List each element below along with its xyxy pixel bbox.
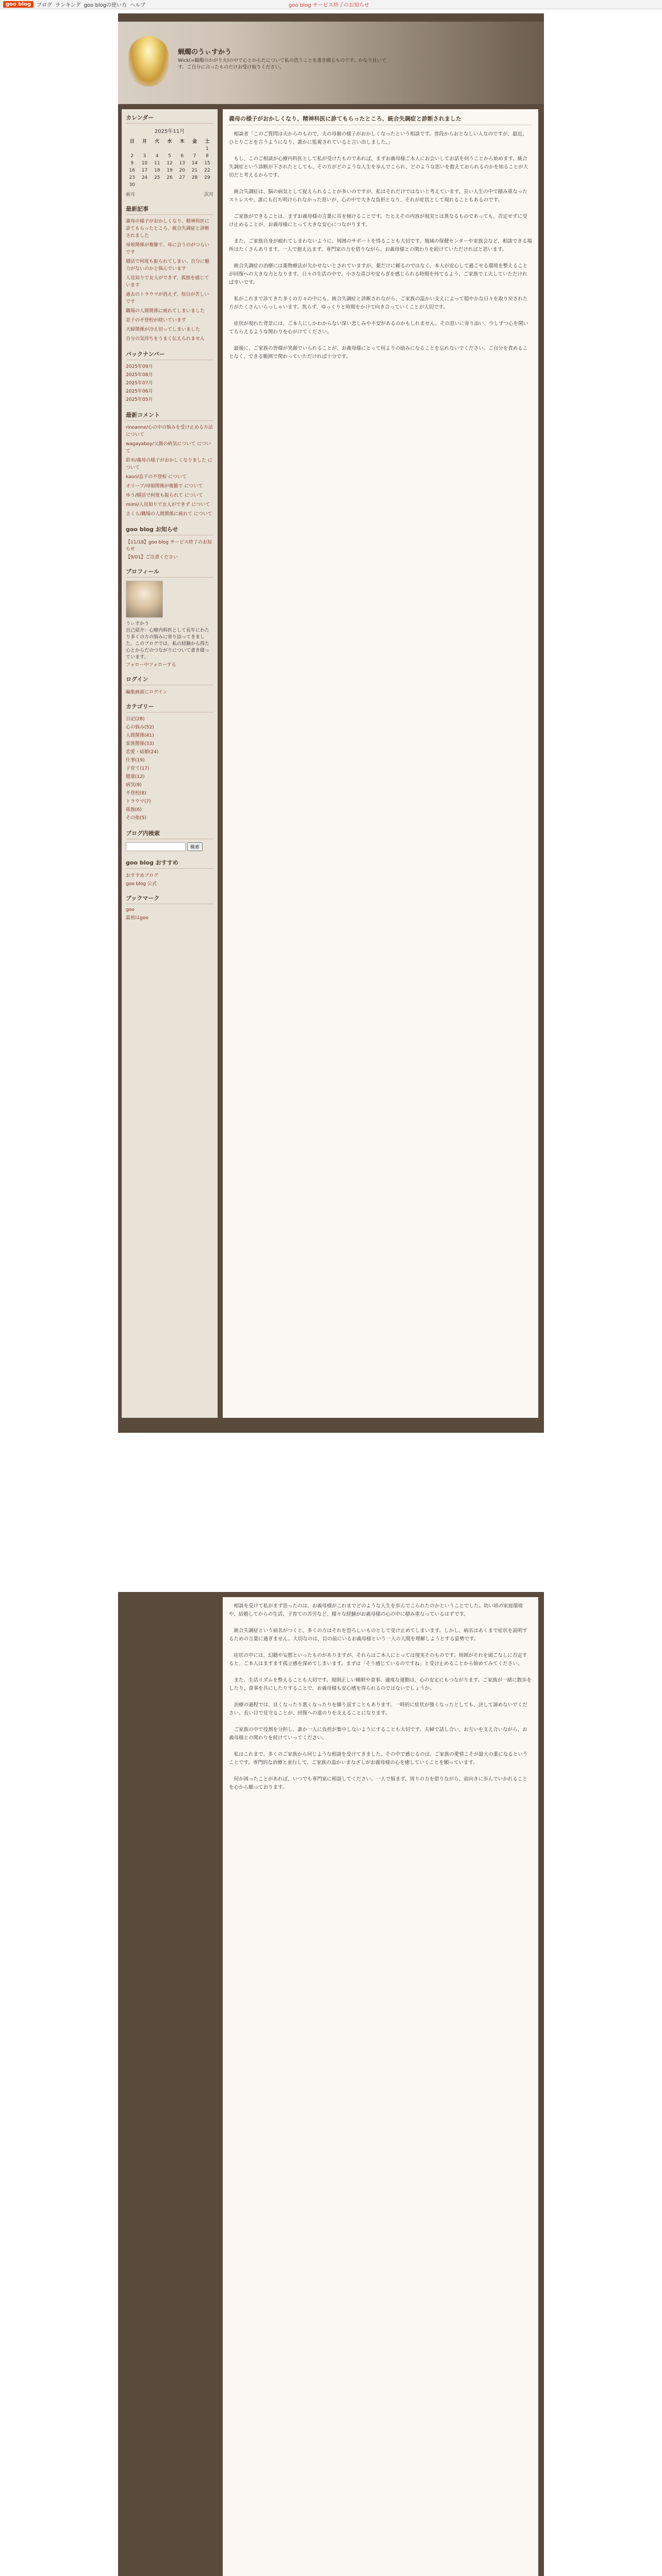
weekday-wed: 水 [167, 139, 172, 144]
category-link[interactable]: 仕事(19) [126, 758, 145, 763]
category-link[interactable]: その他(5) [126, 816, 146, 821]
bookmark-link[interactable]: 最初はgoo [126, 916, 148, 921]
category-link[interactable]: 孤独(6) [126, 807, 142, 812]
topbar-link-blog[interactable]: ブログ [37, 3, 52, 8]
calendar-day: 27 [179, 175, 185, 180]
backnumber-link[interactable]: 2025年07月 [126, 381, 153, 386]
calendar-day: 24 [141, 175, 148, 180]
category-block [126, 702, 213, 822]
weekday-fri: 金 [192, 139, 197, 144]
comments-block [126, 411, 213, 518]
calendar-day: 15 [204, 161, 210, 166]
calendar-day: 12 [167, 161, 173, 166]
search-title: ブログ内検索 [126, 829, 213, 839]
blog-description: Wick(=蝋燭のかがり火)の中で心とからだについて私の思うことを書き綴るものです。かなり長いです。ご自分に合ったものだけお受け取りください。 [178, 58, 387, 70]
calendar-day: 19 [167, 168, 173, 173]
login-title: ログイン [126, 675, 213, 685]
category-link[interactable]: 家族関係(33) [126, 741, 154, 747]
calendar-day [151, 181, 163, 189]
recent-post-link[interactable]: 婚活で何度も振られてしまい、自分に魅力がないのかと悩んでいます [126, 259, 210, 272]
weekday-sat: 土 [205, 139, 210, 144]
comment-link[interactable]: 鈴木/義母の様子がおかしくなりました について [126, 458, 212, 470]
comment-link[interactable]: rinoanne/心の中の悩みを受け止める方法 について [126, 425, 213, 437]
post-paragraph: 治療の過程では、良くなったり悪くなったりを繰り返すこともあります。一時的に症状が強くなったとしても、決して諦めないでください。長い目で見守ることが、回復への道のりを支えることになります。 [229, 1702, 527, 1716]
recent-post-link[interactable]: 義母の様子がおかしくなり、精神科医に診てもらったところ、統合失調症と診断されました [126, 219, 210, 239]
recent-post-link[interactable]: 夫婦関係が冷え切ってしまいました [126, 327, 201, 332]
search-block [126, 829, 213, 851]
bookmark-title: ブックマーク [126, 894, 213, 904]
backnumber-link[interactable]: 2025年08月 [126, 372, 153, 378]
comment-link[interactable]: mimi/人見知りで友人ができず について [126, 502, 210, 507]
calendar-day: 18 [154, 168, 160, 173]
comment-link[interactable]: kaori/息子の不登校 について [126, 474, 187, 480]
recent-post-link[interactable]: 息子の不登校が続いています [126, 318, 187, 323]
calendar-day: 6 [180, 154, 184, 159]
weekday-thu: 木 [179, 139, 185, 144]
goo-blog-logo[interactable]: goo blog [3, 1, 34, 8]
recent-post-link[interactable]: 職場の人間関係に疲れてしまいました [126, 309, 205, 314]
comment-link[interactable]: wagayaboy/父親の病気について について [126, 442, 211, 454]
backnumber-title: バックナンバー [126, 350, 213, 360]
post-paragraph: 統合失調症は、脳の病気として捉えられることが多いのですが、私はそれだけではないと考えています。長い人生の中で積み重なったストレスや、誰にも打ち明けられなかった思いが、心の中で大きな負担となり、それが症状として現れることもあるのです。 [229, 189, 527, 203]
top-bar [0, 0, 662, 9]
login-block [126, 675, 213, 695]
calendar-month: 2025年11月 [154, 129, 185, 134]
calendar-day [138, 181, 151, 189]
post-paragraph: 相談者「このご質問は夫からのもので、夫の母親の様子がおかしくなったという相談です。普段からおとなしい人なのですが、最近、ひとりごとを言うようになり、誰かに監視されていると言い出しました。」 [229, 131, 527, 145]
calendar-day: 5 [168, 154, 171, 159]
calendar-next-link[interactable]: 次月 [204, 192, 213, 197]
topbar-link-howto[interactable]: goo blogの使い方 [84, 3, 127, 8]
blog-title[interactable]: 蝋燭のうぃすかう [178, 48, 232, 56]
recent-post-link[interactable]: 母娘関係が複雑で、母に会うのがつらいです [126, 243, 209, 255]
recommend-title: goo blog おすすめ [126, 858, 213, 869]
calendar-day: 20 [179, 168, 185, 173]
calendar-prev-link[interactable]: 前月 [126, 192, 136, 197]
category-link[interactable]: 病気(9) [126, 783, 142, 788]
recommend-link[interactable]: おすすめブログ [126, 873, 159, 878]
calendar-day: 13 [179, 161, 185, 166]
category-link[interactable]: トラウマ(7) [126, 799, 151, 804]
gooblog-news-link[interactable]: 【9/01】ご注意ください [126, 555, 178, 560]
calendar-day [176, 145, 188, 152]
post-paragraph: 私がこれまで診てきた多くの方々の中にも、統合失調症と診断されながら、ご家族の温かい支えによって穏やかな日々を取り戻された方がたくさんいらっしゃいます。焦らず、ゆっくりと時間をかけて向き合っていくことが大切です。 [229, 296, 528, 310]
calendar-day: 30 [129, 182, 135, 188]
calendar-day: 10 [141, 161, 148, 166]
category-link[interactable]: 健康(12) [126, 774, 145, 779]
post-paragraph: 統合失調症の治療には薬物療法が欠かせないとされていますが、薬だけに頼るのではなく、本人が安心して過ごせる環境を整えることが回復への大きな力となります。日々の生活の中で、小さな喜びや安らぎを感じられる時間を持てるよう、ご家族で工夫していただければ幸いです。 [229, 263, 528, 285]
candle-image [128, 36, 169, 87]
calendar-day: 28 [191, 175, 198, 180]
bookmark-link[interactable]: goo [126, 907, 135, 912]
profile-title: プロフィール [126, 567, 213, 578]
calendar-day: 2 [130, 154, 134, 159]
calendar-day [188, 181, 201, 189]
profile-description: 自己紹介：心療内科医として長年にわたり多くの方の悩みに寄り添ってきました。このブログでは、私の経験から得た心とからだのつながりについて書き綴っています。 [126, 628, 210, 660]
topbar-link-ranking[interactable]: ランキング [55, 3, 81, 8]
calendar-day: 22 [204, 168, 210, 173]
post-paragraph: 相談を受けて私がまず思ったのは、お義母様がこれまでどのような人生を歩んでこられたのかということでした。幼い頃の家庭環境や、結婚してからの生活、子育ての苦労など、様々な経験がお義母様の心の中に積み重なっているはずです。 [229, 1603, 523, 1617]
calendar-day: 1 [205, 146, 209, 151]
recent-posts-title: 最新記事 [126, 205, 213, 215]
post-paragraph: 最後に、ご家族の皆様が笑顔でいられることが、お義母様にとって何よりの励みになることを忘れないでください。ご自分を責めることなく、できる範囲で関わっていただければ十分です。 [229, 346, 528, 360]
bookmark-block [126, 894, 213, 921]
category-link[interactable]: 人間関係(41) [126, 733, 154, 738]
blog-search-input[interactable] [126, 842, 186, 851]
post-paragraph: 統合失調症という病名がつくと、多くの方はそれを恐ろしいものとして受け止めてしまいます。しかし、病名はあくまで症状を説明するための言葉に過ぎません。大切なのは、目の前にいるお義母様という一人の人間を理解しようとする姿勢です。 [229, 1628, 527, 1642]
calendar-day [163, 145, 176, 152]
profile-block [126, 567, 213, 668]
recent-post-link[interactable]: 人見知りで友人ができず、孤独を感じています [126, 276, 209, 288]
calendar-title: カレンダー [126, 113, 213, 124]
comment-link[interactable]: オリーブ/母娘関係が複雑で について [126, 484, 203, 489]
blog-header [118, 22, 544, 104]
calendar-day [163, 181, 176, 189]
comment-link[interactable]: ゆう/婚活で何度も振られて について [126, 493, 203, 498]
calendar-day [188, 145, 201, 152]
post-paragraph: また、生活リズムを整えることも大切です。規則正しい睡眠や食事、適度な運動は、心の安定にもつながります。ご家族が一緒に散歩をしたり、食事を共にしたりすることで、お義母様も安心感を得られるのではないでしょうか。 [229, 1677, 532, 1691]
calendar-day [201, 181, 213, 189]
login-link[interactable]: 編集画面にログイン [126, 690, 168, 695]
backnumber-link[interactable]: 2025年05月 [126, 397, 153, 402]
post-paragraph: また、ご家族自身が疲れてしまわないように、周囲のサポートを得ることも大切です。地域の保健センターや家族会など、相談できる場所はたくさんあります。一人で抱え込まず、専門家の力を借りながら、お義母様との関わりを続けていただければと思います。 [229, 239, 532, 252]
follow-link[interactable]: フォロー中フォローする [126, 663, 176, 668]
post-paragraph: 何か困ったことがあれば、いつでも専門家に相談してください。一人で悩まず、周りの力を借りながら、前向きに歩んでいかれることを心から願っております。 [229, 1776, 527, 1790]
calendar-day [126, 145, 138, 152]
category-title: カテゴリー [126, 702, 213, 713]
category-link[interactable]: 恋愛・結婚(24) [126, 750, 159, 755]
calendar-day: 8 [205, 154, 209, 159]
category-link[interactable]: 心の悩み(52) [126, 725, 154, 730]
post-paragraph: 症状の中には、幻聴や妄想といったものがありますが、それらはご本人にとっては現実そのものです。周囲がそれを頭ごなしに否定すると、ご本人はますます孤立感を深めてしまいます。まずは「そう感じているのですね」と受け止めることから始めてみてください。 [229, 1653, 527, 1667]
backnumber-link[interactable]: 2025年09月 [126, 364, 153, 369]
post-paragraph: ご家族ができることは、まずお義母様の言葉に耳を傾けることです。たとえその内容が現実とは異なるものであっても、否定せずに受け止めることが、お義母様にとって大きな安心につながります。 [229, 214, 527, 228]
post-paragraph: 私はこれまで、多くのご家族から同じような相談を受けてきました。その中で感じるのは、ご家族の愛情こそが最大の薬になるということです。専門的な治療と並行して、ご家族の温かいまなざしがお義母様の心を癒していくことを願っています。 [229, 1752, 528, 1766]
backnumber-block [126, 350, 213, 403]
calendar-day: 29 [204, 175, 210, 180]
recommend-link[interactable]: goo blog 公式 [126, 882, 157, 887]
gooblog-news-title: goo blog お知らせ [126, 525, 213, 535]
calendar-table [126, 137, 213, 189]
calendar-day: 23 [129, 175, 135, 180]
calendar-day: 3 [143, 154, 146, 159]
calendar-day [176, 181, 188, 189]
calendar-day: 25 [154, 175, 160, 180]
weekday-tue: 火 [155, 139, 160, 144]
calendar-day: 21 [191, 168, 198, 173]
calendar-day: 26 [167, 175, 173, 180]
calendar-day: 11 [154, 161, 160, 166]
comment-link[interactable]: さくら/職場の人間関係に疲れて について [126, 512, 212, 517]
calendar-day [138, 145, 151, 152]
calendar-day: 4 [155, 154, 159, 159]
calendar-day: 9 [130, 161, 134, 166]
category-link[interactable]: 不登校(8) [126, 791, 146, 796]
calendar-day: 14 [191, 161, 198, 166]
post-title[interactable]: 義母の様子がおかしくなり、精神科医に診てもらったところ、統合失調症と診断されました [229, 114, 532, 125]
gooblog-news-link[interactable]: 【11/18】goo blog サービス終了のお知らせ [126, 540, 212, 552]
backnumber-link[interactable]: 2025年06月 [126, 389, 153, 394]
recent-posts-block [126, 205, 213, 343]
recommend-block [126, 858, 213, 887]
calendar-day [151, 145, 163, 152]
comments-title: 最新コメント [126, 411, 213, 421]
service-end-notice[interactable]: goo blog サービス終了のお知らせ [289, 3, 370, 8]
profile-name[interactable]: うぃすかう [126, 621, 150, 626]
profile-avatar[interactable] [126, 581, 163, 618]
topbar-link-help[interactable]: ヘルプ [130, 3, 146, 8]
calendar-day: 17 [141, 168, 148, 173]
main-content-continued [223, 1597, 538, 2576]
weekday-mon: 月 [142, 139, 147, 144]
calendar-day: 7 [193, 154, 196, 159]
post-paragraph: ご家族の中で役割を分担し、誰か一人に負担が集中しないようにすることも大切です。夫婦で話し合い、お互いを支え合いながら、お義母様との関わりを続けていってください。 [229, 1727, 527, 1741]
weekday-sun: 日 [129, 139, 135, 144]
recent-post-link[interactable]: 過去のトラウマが消えず、毎日が苦しいです [126, 292, 209, 304]
calendar-day: 16 [129, 168, 135, 173]
main-content [223, 109, 538, 1418]
post-paragraph: もし、このご相談が心療内科医として私が受けたものであれば、まずお義母様ご本人にお会いしてお話を伺うことから始めます。統合失調症という診断が下されたとしても、その方がどのような人生を歩んでこられ、どのような思いを抱えておられるのかを知ることが大切だと考えるからです。 [229, 156, 528, 178]
sidebar [122, 109, 218, 1418]
blog-search-button[interactable]: 検索 [187, 842, 203, 851]
category-link[interactable]: 子育て(17) [126, 766, 150, 771]
recent-post-link[interactable]: 自分の気持ちをうまく伝えられません [126, 336, 205, 342]
gooblog-news-block [126, 525, 213, 560]
category-link[interactable]: 日記(28) [126, 717, 145, 722]
calendar-block [126, 113, 213, 197]
post-paragraph: 症状が現れた背景には、ご本人にしかわからない深い悲しみや不安があるのかもしれません。その思いに寄り添い、少しずつ心を開いてもらえるような関わりを心がけてください。 [229, 321, 528, 335]
